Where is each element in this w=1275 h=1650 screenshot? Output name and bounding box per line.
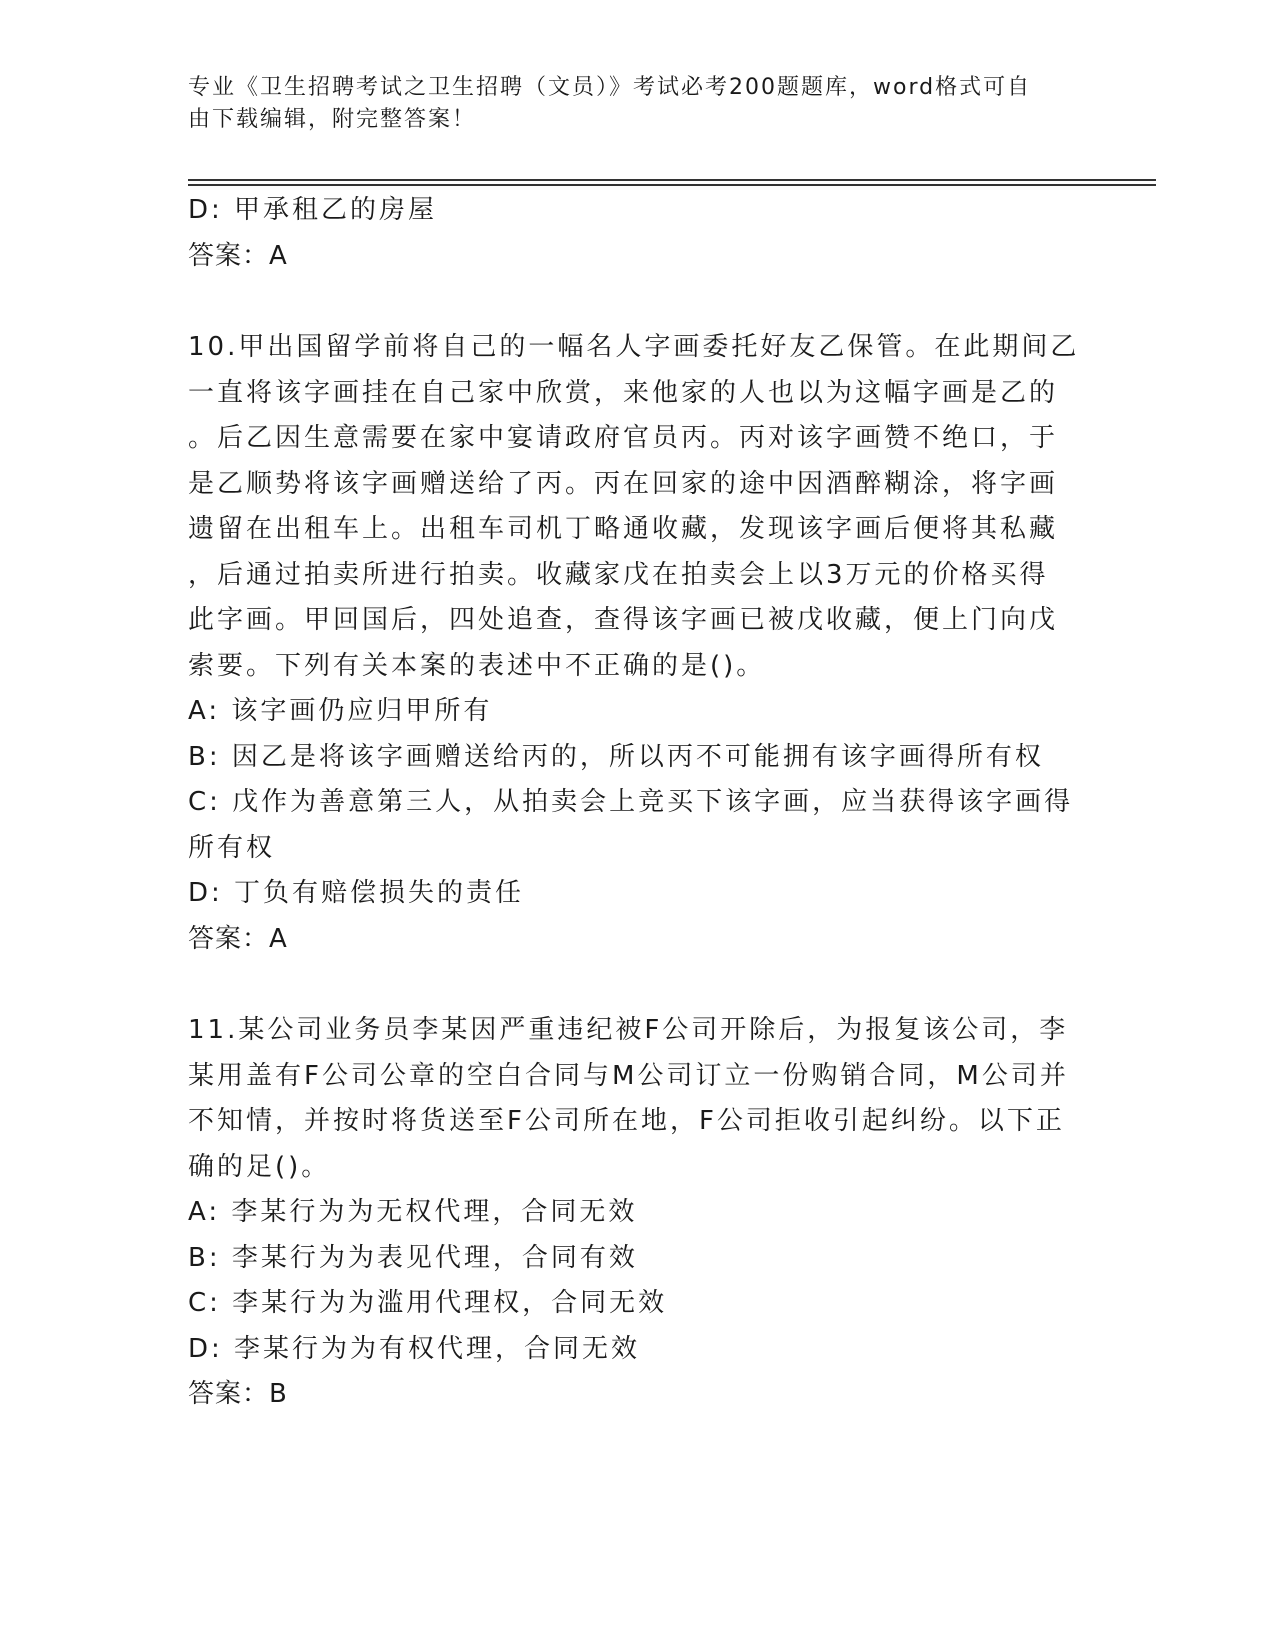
q10-option-d: D: 丁负有赔偿损失的责任 <box>188 878 525 908</box>
q11-answer: 答案：B <box>188 1379 288 1409</box>
header-rule-bottom <box>188 184 1156 186</box>
page-header <box>188 72 1088 136</box>
q10-option-b: B: 因乙是将该字画赠送给丙的，所以丙不可能拥有该字画得所有权 <box>188 741 1044 772</box>
question-9-tail <box>188 188 1088 279</box>
q10-stem-line: 遗留在出租车上。出租车司机丁略通收藏，发现该字画后便将其私藏 <box>188 514 1059 544</box>
header-line-2: 由下载编辑，附完整答案！ <box>188 107 477 132</box>
q11-option-b: B: 李某行为为表见代理，合同有效 <box>188 1242 638 1273</box>
q10-stem-line: 。后乙因生意需要在家中宴请政府官员丙。丙对该字画赞不绝口，于 <box>188 423 1059 453</box>
q10-option-a: A: 该字画仍应归甲所有 <box>188 696 493 726</box>
q10-stem-line: 索要。下列有关本案的表述中不正确的是()。 <box>188 650 766 681</box>
spacer <box>188 962 1088 1008</box>
q11-stem-line: 确的足()。 <box>188 1151 331 1182</box>
header-line-1: 专业《卫生招聘考试之卫生招聘（文员）》考试必考200题题库，word格式可自 <box>188 75 1032 100</box>
q10-stem-line: 10.甲出国留学前将自己的一幅名人字画委托好友乙保管。在此期间乙 <box>188 332 1080 362</box>
q10-option-c: C: 戊作为善意第三人，从拍卖会上竞买下该字画，应当获得该字画得 <box>188 787 1074 817</box>
page-content <box>188 188 1088 1418</box>
q10-option-c-continued: 所有权 <box>188 832 276 863</box>
q11-option-d: D: 李某行为为有权代理，合同无效 <box>188 1333 641 1364</box>
q11-option-a: A: 李某行为为无权代理，合同无效 <box>188 1197 638 1227</box>
q10-stem-line: ，后通过拍卖所进行拍卖。收藏家戊在拍卖会上以3万元的价格买得 <box>188 559 1049 590</box>
q9-option-d: D: 甲承租乙的房屋 <box>188 195 438 225</box>
q10-stem-line: 此字画。甲回国后，四处追查，查得该字画已被戊收藏，便上门向戊 <box>188 605 1059 635</box>
question-11 <box>188 1008 1088 1418</box>
q11-stem-line: 11.某公司业务员李某因严重违纪被F公司开除后，为报复该公司，李 <box>188 1015 1069 1045</box>
q11-stem-line: 某用盖有F公司公章的空白合同与M公司订立一份购销合同，M公司并 <box>188 1060 1069 1091</box>
q11-option-c: C: 李某行为为滥用代理权，合同无效 <box>188 1288 668 1318</box>
q10-stem-line: 一直将该字画挂在自己家中欣赏，来他家的人也以为这幅字画是乙的 <box>188 377 1059 408</box>
q9-answer: 答案：A <box>188 240 288 271</box>
spacer <box>188 279 1088 325</box>
question-10 <box>188 325 1088 962</box>
header-rule-top <box>188 179 1156 181</box>
q11-stem-line: 不知情，并按时将货送至F公司所在地，F公司拒收引起纠纷。以下正 <box>188 1106 1065 1136</box>
q10-stem-line: 是乙顺势将该字画赠送给了丙。丙在回家的途中因酒醉糊涂，将字画 <box>188 468 1059 499</box>
q10-answer: 答案：A <box>188 923 288 954</box>
